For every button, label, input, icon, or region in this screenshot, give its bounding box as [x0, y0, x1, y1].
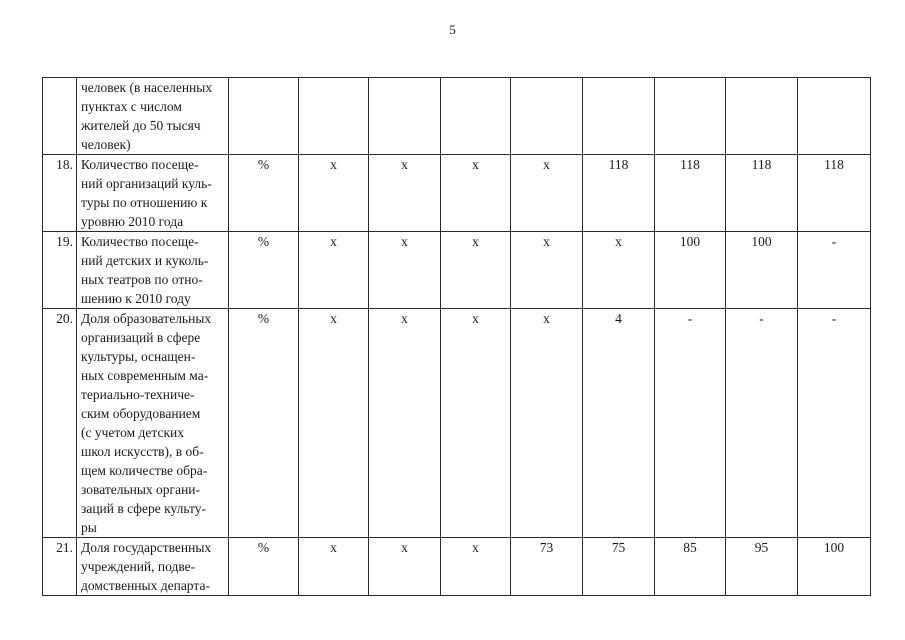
name-line: Количество посеще-	[81, 234, 199, 249]
unit-cell: %	[229, 309, 299, 538]
name-line: щем количестве обра-	[81, 463, 208, 478]
row-number	[43, 78, 77, 155]
indicator-name	[77, 155, 229, 232]
value-cell: -	[655, 309, 726, 538]
value-cell	[655, 78, 726, 155]
value-cell	[299, 78, 369, 155]
name-line: Доля государственных	[81, 540, 212, 555]
value-cell	[583, 78, 655, 155]
name-line: заций в сфере культу-	[81, 501, 207, 516]
value-cell: -	[798, 232, 871, 309]
name-line: ры	[81, 520, 97, 535]
value-cell: х	[583, 232, 655, 309]
name-line: зовательных органи-	[81, 482, 201, 497]
value-cell	[798, 78, 871, 155]
value-cell: 100	[798, 538, 871, 596]
name-line: школ искусств), в об-	[81, 444, 204, 459]
unit-cell: %	[229, 538, 299, 596]
row-number: 18.	[43, 155, 77, 232]
unit-cell: %	[229, 232, 299, 309]
unit-cell: %	[229, 155, 299, 232]
value-cell: х	[299, 538, 369, 596]
value-cell: х	[369, 538, 441, 596]
name-line: уровню 2010 года	[81, 214, 184, 229]
row-number: 19.	[43, 232, 77, 309]
row-number: 20.	[43, 309, 77, 538]
value-cell: 100	[726, 232, 798, 309]
name-line: домственных департа-	[81, 578, 210, 593]
value-cell: х	[441, 155, 511, 232]
name-line: Количество посеще-	[81, 157, 199, 172]
value-cell: х	[299, 309, 369, 538]
name-line: шению к 2010 году	[81, 291, 191, 306]
page-number: 5	[449, 22, 456, 37]
value-cell: 73	[511, 538, 583, 596]
value-cell: 95	[726, 538, 798, 596]
indicator-name	[77, 232, 229, 309]
name-line: культуры, оснащен-	[81, 349, 196, 364]
value-cell	[511, 78, 583, 155]
unit-cell	[229, 78, 299, 155]
name-line: туры по отношению к	[81, 195, 208, 210]
value-cell: 118	[583, 155, 655, 232]
value-cell: 118	[726, 155, 798, 232]
value-cell: х	[369, 155, 441, 232]
value-cell: х	[441, 309, 511, 538]
value-cell: 75	[583, 538, 655, 596]
name-line: Доля образовательных	[81, 311, 212, 326]
name-line: ний детских и куколь-	[81, 253, 209, 268]
indicators-table	[42, 77, 871, 596]
row-number: 21.	[43, 538, 77, 596]
value-cell: х	[369, 309, 441, 538]
name-line: (с учетом детских	[81, 425, 184, 440]
value-cell: -	[726, 309, 798, 538]
name-line: пунктах с числом	[81, 99, 182, 114]
name-line: жителей до 50 тысяч	[81, 118, 201, 133]
indicator-name	[77, 538, 229, 596]
name-line: учреждений, подве-	[81, 559, 196, 574]
value-cell	[726, 78, 798, 155]
value-cell: 85	[655, 538, 726, 596]
value-cell: х	[511, 309, 583, 538]
name-line: ных современным ма-	[81, 368, 209, 383]
name-line: человек)	[81, 137, 131, 152]
value-cell: 100	[655, 232, 726, 309]
value-cell: х	[441, 232, 511, 309]
name-line: человек (в населенных	[81, 80, 213, 95]
name-line: ных театров по отно-	[81, 272, 203, 287]
table-row	[43, 155, 871, 232]
value-cell: х	[441, 538, 511, 596]
value-cell: х	[299, 155, 369, 232]
value-cell	[441, 78, 511, 155]
table-row	[43, 538, 871, 596]
indicator-name	[77, 78, 229, 155]
value-cell: 4	[583, 309, 655, 538]
table-row	[43, 78, 871, 155]
indicator-name	[77, 309, 229, 538]
value-cell	[369, 78, 441, 155]
value-cell: 118	[798, 155, 871, 232]
value-cell: 118	[655, 155, 726, 232]
name-line: териально-техниче-	[81, 387, 195, 402]
value-cell: х	[511, 232, 583, 309]
value-cell: х	[369, 232, 441, 309]
value-cell: х	[511, 155, 583, 232]
name-line: ским оборудованием	[81, 406, 201, 421]
value-cell: х	[299, 232, 369, 309]
name-line: организаций в сфере	[81, 330, 201, 345]
name-line: ний организаций куль-	[81, 176, 212, 191]
table-row	[43, 232, 871, 309]
value-cell: -	[798, 309, 871, 538]
table-row	[43, 309, 871, 538]
